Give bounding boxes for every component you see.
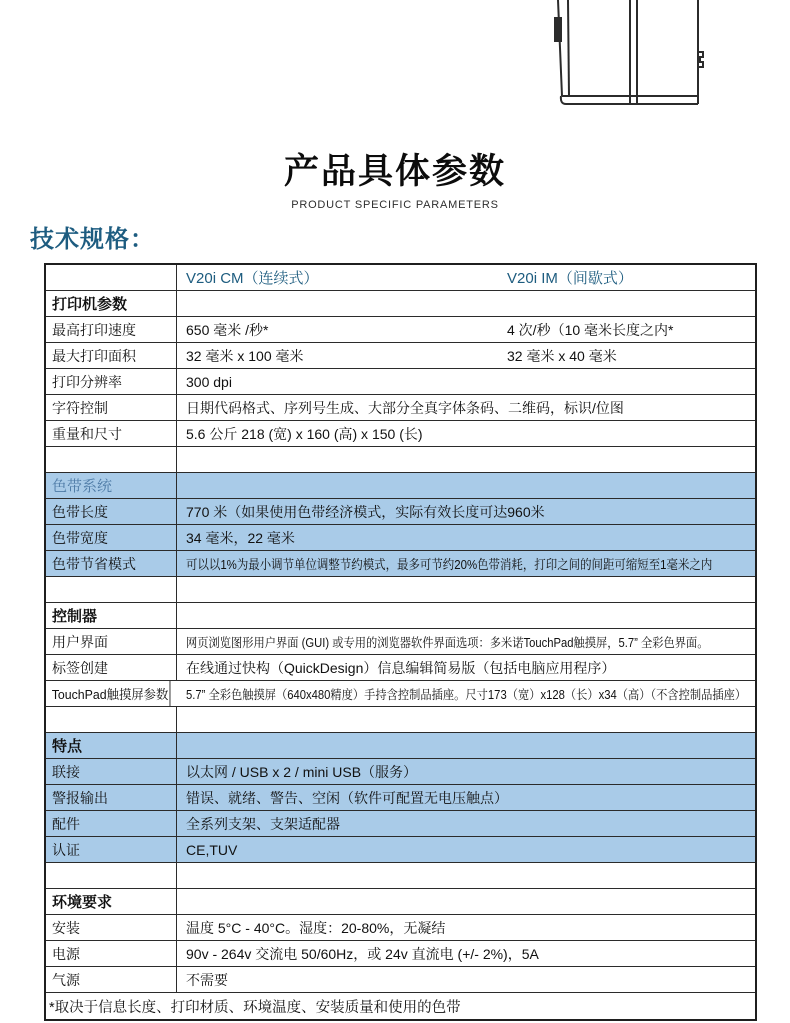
column-header-row <box>46 265 755 291</box>
section-label: 控制器 <box>46 603 177 628</box>
row-value-cell <box>177 707 755 732</box>
spec-row <box>46 941 755 967</box>
row-value-cell <box>177 525 755 550</box>
column-header-im: V20i IM（间歇式） <box>507 270 633 287</box>
spacer-row <box>46 577 755 603</box>
row-label <box>46 863 177 888</box>
row-value-cell <box>177 447 755 472</box>
row-value-cell <box>177 837 755 862</box>
row-label: 用户界面 <box>46 629 177 654</box>
section-label: 打印机参数 <box>46 291 177 316</box>
row-value: 网页浏览图形用户界面 (GUI) 或专用的浏览器软件界面选项：多米诺TouchPad触摸屏，5.7” 全彩色界面。 <box>186 635 709 650</box>
row-value-cell <box>177 499 755 524</box>
row-label: 安装 <box>46 915 177 940</box>
section-row <box>46 473 755 499</box>
row-value: 5.6 公斤 218 (宽) x 160 (高) x 150 (长) <box>186 425 423 442</box>
row-value: 5.7” 全彩色触摸屏（640x480精度）手持含控制品插座。尺寸173（宽）x128（长）x34（高）（不含控制品插座） <box>186 687 747 702</box>
row-value-cell <box>177 369 755 394</box>
page-title: 产品具体参数 <box>283 152 506 191</box>
spec-row <box>46 629 755 655</box>
section-label: 环境要求 <box>46 889 177 914</box>
section-row <box>46 291 755 317</box>
row-value-cell <box>177 473 755 498</box>
row-label: 联接 <box>46 759 177 784</box>
footnote-text: *取决于信息长度、打印材质、环境温度、安装质量和使用的色带 <box>49 999 461 1016</box>
column-header-cm: V20i CM（连续式） <box>186 270 319 287</box>
row-label: 色带长度 <box>46 499 177 524</box>
row-value-cell <box>177 603 755 628</box>
row-value: 不需要 <box>186 971 228 988</box>
spec-row <box>46 837 755 863</box>
printer-line-drawing <box>548 0 706 112</box>
row-label <box>46 577 177 602</box>
row-label: 色带节省模式 <box>46 551 177 576</box>
row-label: 最高打印速度 <box>46 317 177 342</box>
row-value-cell <box>177 733 755 758</box>
row-label: 字符控制 <box>46 395 177 420</box>
spec-row <box>46 317 755 343</box>
row-value: 在线通过快构（QuickDesign）信息编辑简易版（包括电脑应用程序） <box>186 659 616 676</box>
spacer-row <box>46 707 755 733</box>
spec-row <box>46 811 755 837</box>
row-value: 770 米（如果使用色带经济模式，实际有效长度可达960米 <box>186 503 545 520</box>
row-value: 34 毫米，22 毫米 <box>186 529 295 546</box>
row-value-cell <box>177 577 755 602</box>
row-value-cell <box>177 317 755 342</box>
value-im: 32 毫米 x 40 毫米 <box>507 347 617 364</box>
spec-row <box>46 655 755 681</box>
row-label: 配件 <box>46 811 177 836</box>
section-label: 色带系统 <box>46 473 177 498</box>
row-value-cell <box>177 967 755 992</box>
value-cm: 32 毫米 x 100 毫米 <box>186 347 304 364</box>
row-label: 重量和尺寸 <box>46 421 177 446</box>
row-label: TouchPad触摸屏参数 <box>46 681 170 706</box>
footnote-row <box>46 993 755 1019</box>
row-value: 日期代码格式、序列号生成、大部分全真字体条码、二维码，标识/位图 <box>186 399 624 416</box>
printer-side-pad <box>554 17 562 42</box>
row-value-cell <box>177 863 755 888</box>
row-label: 最大打印面积 <box>46 343 177 368</box>
row-value: 错误、就绪、警告、空闲（软件可配置无电压触点） <box>186 789 508 806</box>
row-value-cell <box>177 889 755 914</box>
row-value-cell <box>177 265 755 290</box>
row-value-cell <box>177 785 755 810</box>
row-value-cell <box>177 941 755 966</box>
spec-row <box>46 369 755 395</box>
section-label: 特点 <box>46 733 177 758</box>
row-value-cell <box>177 343 755 368</box>
spec-row <box>46 551 755 577</box>
spec-row <box>46 499 755 525</box>
row-label: 色带宽度 <box>46 525 177 550</box>
row-value-cell <box>177 291 755 316</box>
spec-row <box>46 967 755 993</box>
row-value-cell <box>177 395 755 420</box>
row-label: 打印分辨率 <box>46 369 177 394</box>
row-value-cell <box>177 421 755 446</box>
row-value: 全系列支架、支架适配器 <box>186 815 340 832</box>
row-label <box>46 265 177 290</box>
row-value-cell <box>177 915 755 940</box>
row-value-cell <box>177 655 755 680</box>
spec-row <box>46 395 755 421</box>
row-value-cell <box>177 629 755 654</box>
row-label: 认证 <box>46 837 177 862</box>
section-row <box>46 889 755 915</box>
spec-row <box>46 785 755 811</box>
spec-row <box>46 915 755 941</box>
row-value-cell <box>177 551 755 576</box>
spec-table <box>44 263 757 1021</box>
spec-row <box>46 421 755 447</box>
row-label: 电源 <box>46 941 177 966</box>
row-label <box>46 447 177 472</box>
row-label <box>46 707 177 732</box>
spacer-row <box>46 447 755 473</box>
row-value: 以太网 / USB x 2 / mini USB（服务） <box>186 763 418 780</box>
section-row <box>46 733 755 759</box>
spec-row <box>46 525 755 551</box>
spacer-row <box>46 863 755 889</box>
row-value-cell <box>177 759 755 784</box>
spec-row <box>46 759 755 785</box>
page-subtitle: PRODUCT SPECIFIC PARAMETERS <box>291 199 499 211</box>
row-value-cell <box>177 811 755 836</box>
row-value: CE,TUV <box>186 841 238 858</box>
spec-row <box>46 343 755 369</box>
row-value-cell <box>177 681 755 706</box>
row-label: 警报输出 <box>46 785 177 810</box>
row-value: 300 dpi <box>186 373 232 390</box>
row-value: 温度 5°C - 40°C。湿度：20-80%，无凝结 <box>186 919 446 936</box>
row-label: 气源 <box>46 967 177 992</box>
row-label: 标签创建 <box>46 655 177 680</box>
section-row <box>46 603 755 629</box>
row-value: 90v - 264v 交流电 50/60Hz，或 24v 直流电 (+/- 2%)，5A <box>186 945 539 962</box>
value-cm: 650 毫米 /秒* <box>186 321 269 338</box>
row-value: 可以以1%为最小调节单位调整节约模式，最多可节约20%色带消耗，打印之间的间距可缩短至1毫米之内 <box>186 557 713 572</box>
section-heading: 技术规格： <box>30 226 155 253</box>
value-im: 4 次/秒（10 毫米长度之内* <box>507 321 674 338</box>
spec-row <box>46 681 755 707</box>
